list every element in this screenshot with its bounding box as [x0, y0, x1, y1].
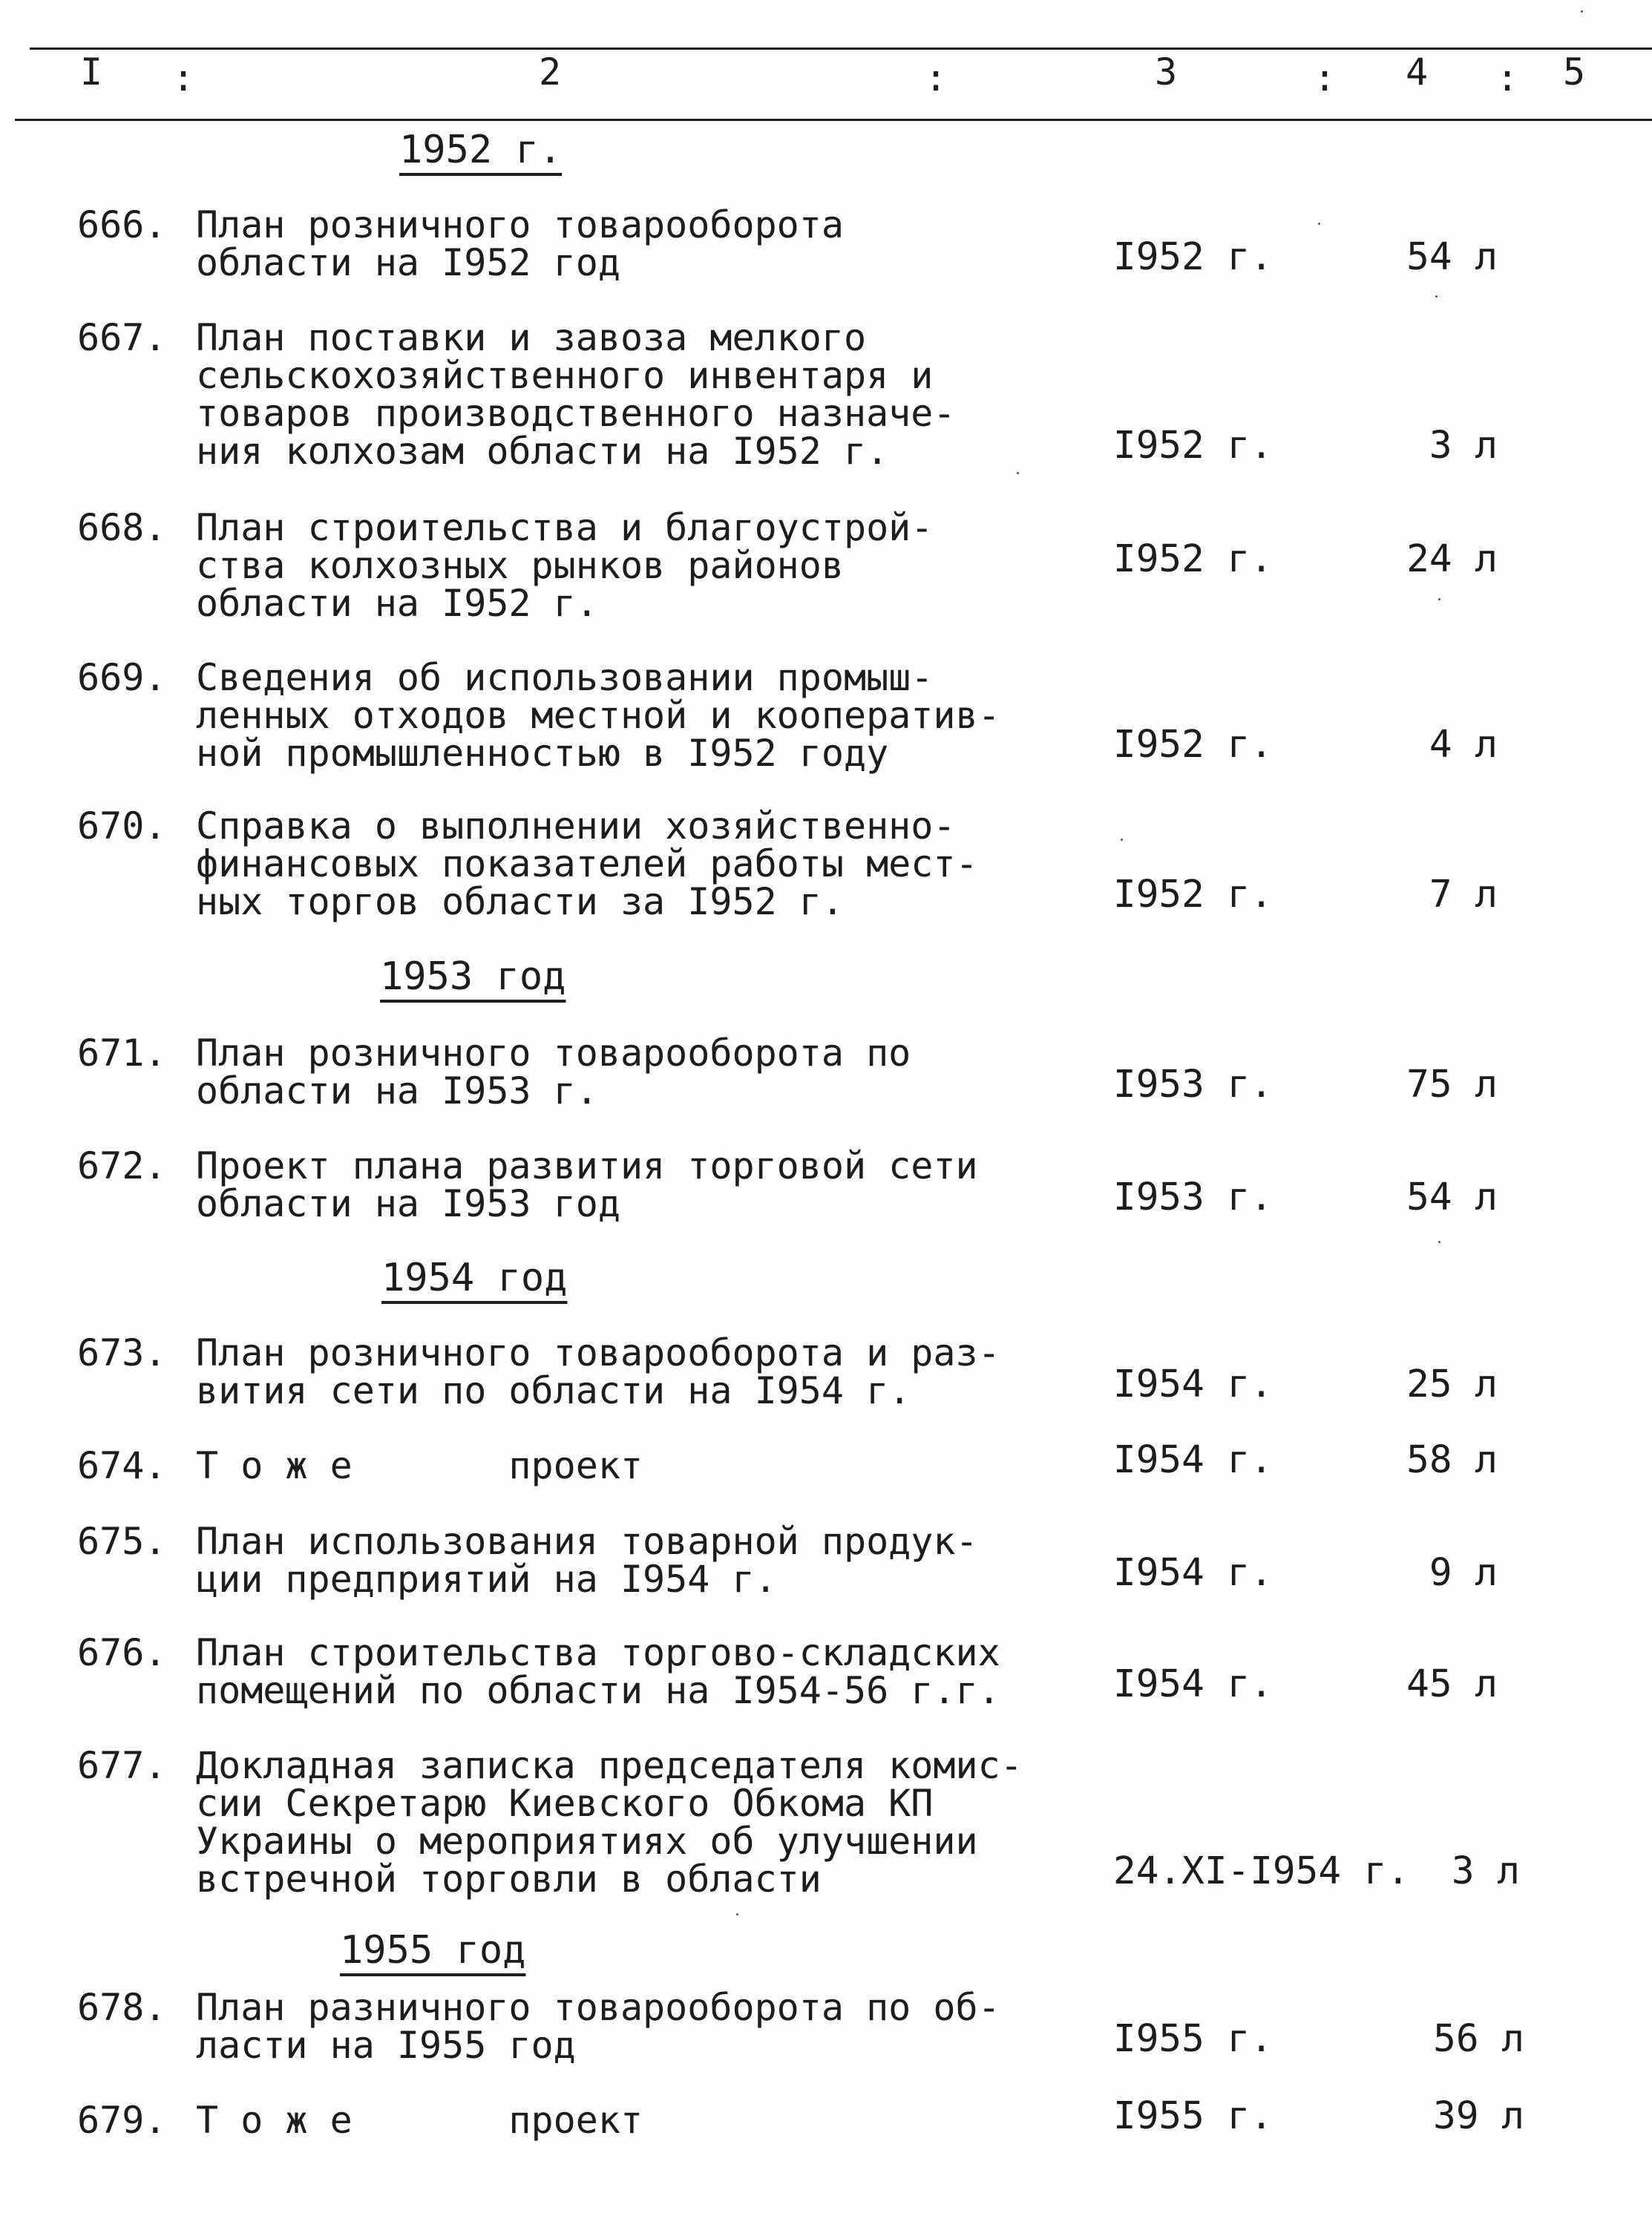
- entry-number: 674.: [77, 1444, 167, 1487]
- header-sep-2: :: [925, 56, 948, 99]
- entry-description: Докладная записка председателя комис- сии Секретарю Киевского Обкома КП Украины о мероприятиях об улучшении встречной торговли в области: [196, 1744, 1023, 1901]
- scan-speck: [1435, 295, 1438, 298]
- entry-description: План розничного товарооборота и раз- вития сети по области на I954 г.: [196, 1331, 1000, 1412]
- entry-number: 669.: [77, 656, 167, 699]
- entry-sheet-count: 39 л: [1433, 2094, 1524, 2138]
- entry-sheet-count: 58 л: [1406, 1438, 1498, 1482]
- header-col-5: 5: [1563, 50, 1586, 94]
- entry-date: I952 г.: [1113, 873, 1273, 917]
- entry-sheet-count: 9 л: [1429, 1551, 1498, 1595]
- scan-speck: [1438, 598, 1440, 600]
- entry-sheet-count: 4 л: [1429, 723, 1498, 767]
- entry-description: План розничного товарооборота по области на I953 г.: [196, 1032, 911, 1112]
- entry-date: I952 г.: [1113, 424, 1273, 468]
- entry-description: Т о ж е проект: [196, 2099, 643, 2142]
- entry-sheet-count: 54 л: [1406, 1176, 1498, 1219]
- entry-date: I952 г.: [1113, 235, 1273, 279]
- entry-date: I953 г.: [1113, 1063, 1273, 1107]
- entry-number: 675.: [77, 1520, 167, 1563]
- scan-speck: [736, 1913, 738, 1915]
- entry-number: 679.: [77, 2099, 167, 2142]
- header-sep-1: :: [172, 56, 195, 99]
- entry-date: 24.XI-I954 г.: [1113, 1849, 1410, 1893]
- section-heading-1954: 1954 год: [381, 1256, 568, 1300]
- header-top-rule: [30, 47, 1652, 50]
- entry-description: План использования товарной продук- ции предприятий на I954 г.: [196, 1520, 978, 1601]
- entry-sheet-count: 75 л: [1406, 1063, 1498, 1107]
- header-sep-4: :: [1496, 56, 1519, 99]
- scan-speck: [1121, 839, 1123, 841]
- entry-date: I952 г.: [1113, 723, 1273, 767]
- entry-number: 673.: [77, 1331, 167, 1374]
- scan-speck: [1581, 10, 1583, 13]
- section-heading-1953: 1953 год: [380, 954, 566, 999]
- entry-description: План строительства и благоустрой- ства колхозных рынков районов области на I952 г.: [196, 506, 934, 625]
- entry-description: Справка о выполнении хозяйственно- финансовых показателей работы мест- ных торгов области за I952 г.: [196, 804, 978, 923]
- scan-speck: [1318, 223, 1320, 225]
- entry-description: Проект плана развития торговой сети области на I953 год: [196, 1144, 978, 1225]
- entry-sheet-count: 7 л: [1429, 873, 1498, 917]
- section-heading-1955: 1955 год: [340, 1928, 526, 1973]
- section-heading-1952: 1952 г.: [399, 128, 563, 172]
- entry-number: 670.: [77, 804, 167, 848]
- entry-description: План разничного товарооборота по об- ласти на I955 год: [196, 1986, 1000, 2067]
- entry-date: I954 г.: [1113, 1662, 1273, 1706]
- entry-sheet-count: 56 л: [1433, 2017, 1524, 2061]
- header-bottom-rule: [15, 119, 1652, 121]
- entry-description: План поставки и завоза мелкого сельскохозяйственного инвентаря и товаров производственного назначе- ния колхозам области на I952 г.: [196, 316, 956, 473]
- entry-number: 677.: [77, 1744, 167, 1787]
- header-col-3: 3: [1155, 50, 1178, 94]
- entry-sheet-count: 45 л: [1406, 1662, 1498, 1706]
- entry-description: Сведения об использовании промыш- ленных отходов местной и кооператив- ной промышленностью в I952 году: [196, 656, 1000, 775]
- entry-number: 668.: [77, 506, 167, 549]
- header-col-2: 2: [539, 50, 562, 94]
- header-sep-3: :: [1314, 56, 1337, 99]
- entry-date: I954 г.: [1113, 1551, 1273, 1595]
- entry-date: I954 г.: [1113, 1363, 1273, 1406]
- header-col-1: I: [80, 50, 103, 94]
- entry-date: I955 г.: [1113, 2094, 1273, 2138]
- entry-number: 676.: [77, 1631, 167, 1674]
- entry-sheet-count: 25 л: [1406, 1363, 1498, 1406]
- entry-number: 671.: [77, 1032, 167, 1075]
- entry-date: I955 г.: [1113, 2017, 1273, 2061]
- entry-date: I952 г.: [1113, 537, 1273, 581]
- entry-number: 672.: [77, 1144, 167, 1187]
- entry-sheet-count: 3 л: [1429, 424, 1498, 468]
- scan-speck: [1017, 472, 1019, 474]
- entry-number: 666.: [77, 203, 167, 246]
- entry-sheet-count: 3 л: [1451, 1849, 1520, 1893]
- entry-number: 667.: [77, 316, 167, 359]
- entry-description: Т о ж е проект: [196, 1444, 643, 1487]
- entry-date: I954 г.: [1113, 1438, 1273, 1482]
- entry-sheet-count: 24 л: [1406, 537, 1498, 581]
- entry-description: План строительства торгово-складских помещений по области на I954-56 г.г.: [196, 1631, 1000, 1712]
- entry-sheet-count: 54 л: [1406, 235, 1498, 279]
- header-col-4: 4: [1406, 50, 1429, 94]
- scan-speck: [1438, 1241, 1440, 1243]
- entry-number: 678.: [77, 1986, 167, 2029]
- entry-description: План розничного товарооборота области на I952 год: [196, 203, 844, 284]
- entry-date: I953 г.: [1113, 1176, 1273, 1219]
